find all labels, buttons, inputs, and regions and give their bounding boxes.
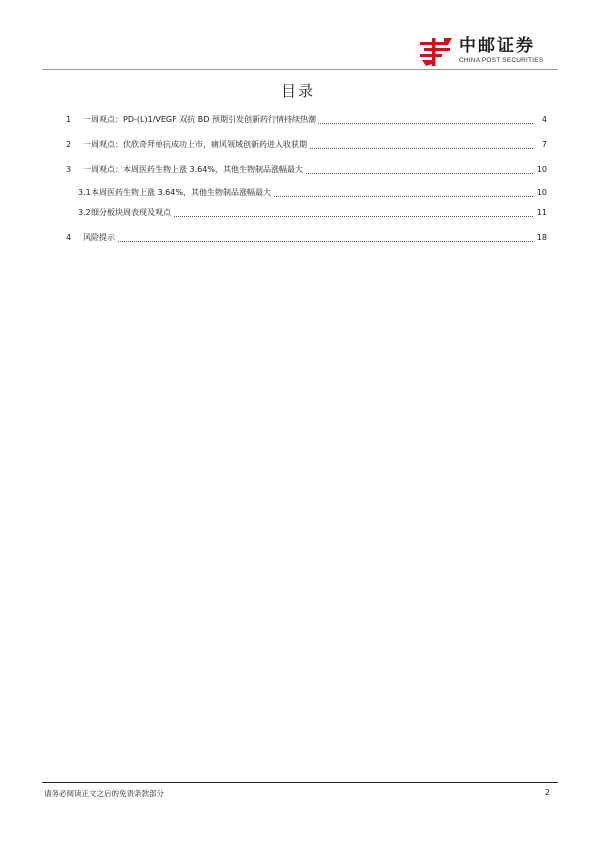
toc-leader xyxy=(83,241,533,242)
toc-entry[interactable] xyxy=(66,138,547,152)
toc-subentry[interactable] xyxy=(78,186,547,200)
toc-entry-number: 1 xyxy=(66,115,72,124)
toc-entry-text: 风险提示 xyxy=(83,231,117,245)
brand-name-en: CHINA POST SECURITIES xyxy=(459,57,544,64)
toc-entry-text: 一周观点：PD-(L)1/VEGF 双抗 BD 预期引发创新药行情持续热潮 xyxy=(83,113,318,127)
header-divider xyxy=(42,69,558,70)
footer-page-number: 2 xyxy=(544,788,550,797)
toc-entry-number: 2 xyxy=(66,140,72,149)
toc-entry-text: 细分板块周表现及观点 xyxy=(91,206,173,220)
footer-divider xyxy=(42,782,558,783)
toc-entry-page: 4 xyxy=(540,113,547,127)
toc-entry[interactable] xyxy=(66,113,547,127)
toc-entry-number: 3.1 xyxy=(78,188,91,197)
toc-entry-number: 4 xyxy=(66,233,72,242)
toc-entry[interactable] xyxy=(66,163,547,177)
toc-entry-page: 7 xyxy=(540,138,547,152)
toc-entry-text: 一周观点：本周医药生物上涨 3.64%，其他生物制品涨幅最大 xyxy=(83,163,305,177)
toc-entry[interactable] xyxy=(66,231,547,245)
toc-title: 目录 xyxy=(280,82,315,100)
toc-entry-text: 本周医药生物上涨 3.64%，其他生物制品涨幅最大 xyxy=(91,186,273,200)
toc-entry-page: 10 xyxy=(535,186,547,200)
toc-entry-page: 10 xyxy=(535,163,547,177)
footer-disclaimer: 请务必阅读正文之后的免责条款部分 xyxy=(44,789,164,798)
brand-name-cn: 中邮证券 xyxy=(459,36,535,56)
toc-entry-text: 一周观点：伏欣奇拜单抗成功上市，痛风领域创新药进入收获期 xyxy=(83,138,309,152)
toc-entry-page: 18 xyxy=(535,231,547,245)
toc-entry-page: 11 xyxy=(535,206,547,220)
toc-entry-number: 3 xyxy=(66,165,72,174)
toc-entry-number: 3.2 xyxy=(78,208,91,217)
company-logo xyxy=(418,36,560,70)
toc-subentry[interactable] xyxy=(78,206,547,220)
china-post-logo-icon xyxy=(418,36,454,68)
